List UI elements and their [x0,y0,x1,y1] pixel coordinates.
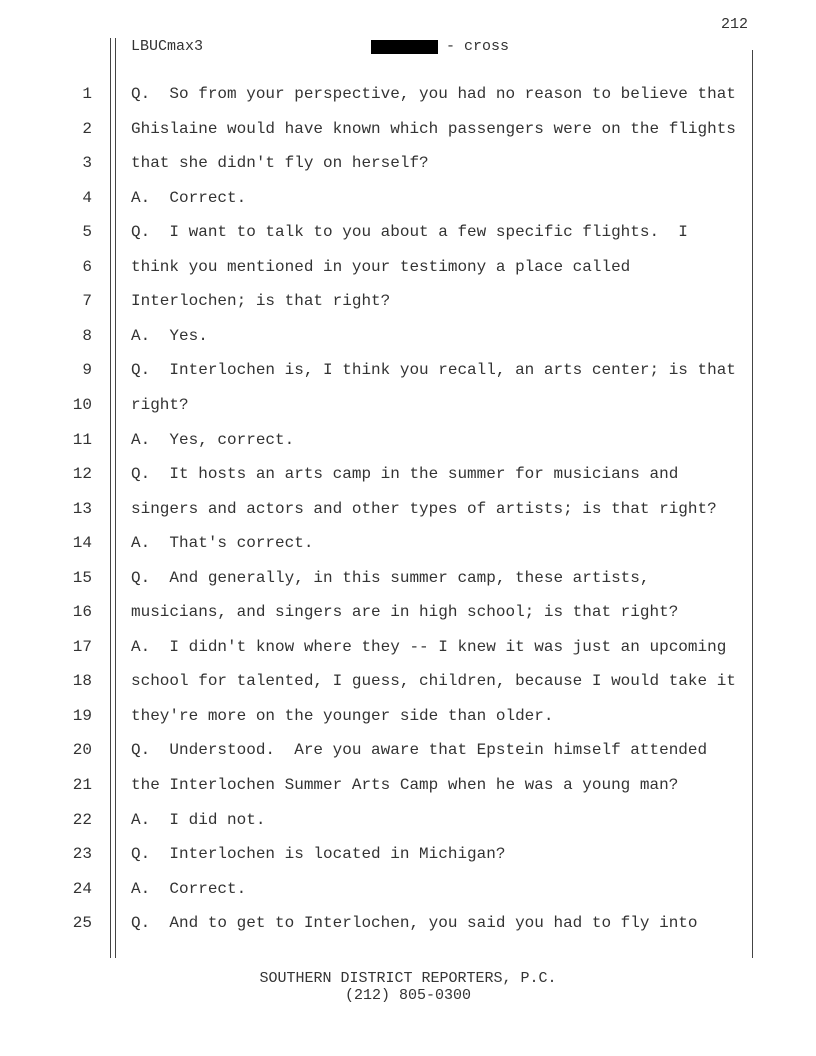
transcript-line [0,431,816,451]
line-number: 14 [72,534,92,553]
transcript-line [0,811,816,831]
transcript-line [0,120,816,140]
line-number: 13 [72,499,92,518]
transcript-line [0,638,816,658]
line-number: 20 [72,741,92,760]
line-number: 15 [72,568,92,587]
line-text: musicians, and singers are in high school; is that right? [131,603,679,622]
transcript-line [0,223,816,243]
line-number: 5 [82,223,92,242]
page-number: 212 [720,16,748,33]
line-number: 25 [72,914,92,933]
header-case-code: LBUCmax3 [131,38,204,55]
transcript-line [0,569,816,589]
transcript-line [0,776,816,796]
line-number: 8 [82,326,92,345]
line-number: 4 [82,188,92,207]
line-number: 2 [82,119,92,138]
line-number: 1 [82,85,92,103]
transcript-line [0,85,816,105]
line-text: Q. So from your perspective, you had no reason to believe that [131,85,736,103]
line-text: A. Correct. [131,879,247,898]
line-text: Ghislaine would have known which passengers were on the flights [131,119,736,138]
transcript-line [0,914,816,934]
footer-reporter: SOUTHERN DISTRICT REPORTERS, P.C. [259,970,557,987]
transcript-line [0,672,816,692]
line-number: 12 [72,465,92,484]
transcript-line [0,189,816,209]
transcript-line [0,500,816,520]
line-text: Q. Interlochen is, I think you recall, an arts center; is that [131,361,736,380]
line-number: 9 [82,361,92,380]
header-section: - cross [446,38,510,55]
transcript-line [0,534,816,554]
transcript-line [0,465,816,485]
line-number: 24 [72,879,92,898]
line-text: right? [131,395,189,414]
line-text: Q. And generally, in this summer camp, these artists, [131,568,650,587]
line-number: 11 [72,430,92,449]
line-text: think you mentioned in your testimony a place called [131,257,631,276]
line-text: A. I did not. [131,810,266,829]
line-number: 18 [72,672,92,691]
line-text: Q. It hosts an arts camp in the summer for musicians and [131,465,679,484]
transcript-line [0,292,816,312]
line-number: 7 [82,292,92,311]
line-text: A. Correct. [131,188,247,207]
line-text: singers and actors and other types of artists; is that right? [131,499,717,518]
line-text: Q. I want to talk to you about a few specific flights. I [131,223,688,242]
line-text: Q. Understood. Are you aware that Epstein himself attended [131,741,708,760]
line-text: they're more on the younger side than older. [131,706,554,725]
redaction-box [371,40,438,54]
line-text: A. I didn't know where they -- I knew it was just an upcoming [131,637,727,656]
line-text: A. Yes. [131,326,208,345]
line-number: 10 [72,395,92,414]
line-number: 21 [72,776,92,794]
line-text: school for talented, I guess, children, because I would take it [131,672,736,691]
transcript-line [0,396,816,416]
transcript-line [0,880,816,900]
transcript-line [0,361,816,381]
line-number: 19 [72,706,92,725]
transcript-line [0,154,816,174]
line-text: A. That's correct. [131,534,314,553]
line-text: A. Yes, correct. [131,430,295,449]
transcript-line [0,327,816,347]
line-text: Interlochen; is that right? [131,292,391,311]
line-text: Q. Interlochen is located in Michigan? [131,845,506,864]
transcript-line [0,258,816,278]
transcript-line [0,845,816,865]
line-number: 17 [72,637,92,656]
line-text: the Interlochen Summer Arts Camp when he was a young man? [131,776,679,794]
transcript-line [0,741,816,761]
transcript-line [0,707,816,727]
line-number: 22 [72,810,92,829]
line-number: 23 [72,845,92,864]
transcript-line [0,603,816,623]
footer-phone: (212) 805-0300 [344,987,472,1004]
line-text: that she didn't fly on herself? [131,154,429,173]
line-text: Q. And to get to Interlochen, you said you had to fly into [131,914,698,933]
line-number: 3 [82,154,92,173]
line-number: 16 [72,603,92,622]
line-number: 6 [82,257,92,276]
